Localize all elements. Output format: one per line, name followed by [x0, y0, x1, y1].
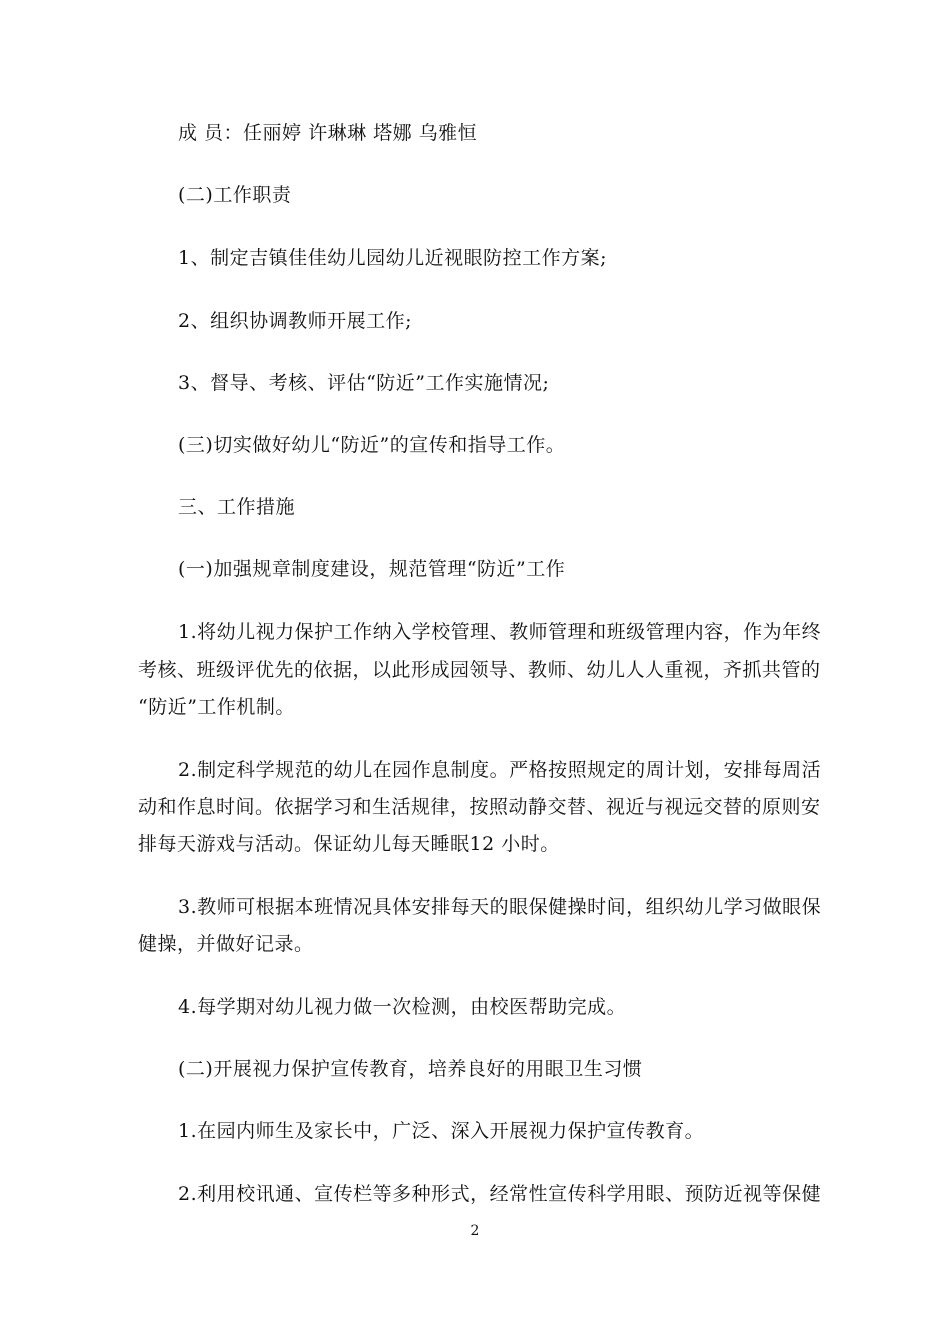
duty-item-2: 2、组织协调教师开展工作;	[178, 310, 412, 332]
page-number: 2	[470, 1223, 480, 1239]
duty-item-1: 1、制定吉镇佳佳幼儿园幼儿近视眼防控工作方案;	[178, 247, 607, 269]
duty-item-3: 3、督导、考核、评估“防近”工作实施情况;	[178, 372, 550, 394]
measure-2-line-2: 动和作息时间。依据学习和生活规律，按照动静交替、视近与视远交替的原则安	[138, 796, 821, 818]
subheading-regulations: (一)加强规章制度建设，规范管理“防近”工作	[178, 558, 566, 580]
measure-2-line-3: 排每天游戏与活动。保证幼儿每天睡眠12 小时。	[138, 833, 560, 855]
measure-1-line-3: “防近”工作机制。	[138, 696, 295, 718]
measure-3-line-2: 健操，并做好记录。	[138, 933, 314, 955]
education-item-1: 1.在园内师生及家长中，广泛、深入开展视力保护宣传教育。	[178, 1120, 705, 1142]
section-heading-duties: (二)工作职责	[178, 184, 292, 206]
measure-1-line-1: 1.将幼儿视力保护工作纳入学校管理、教师管理和班级管理内容，作为年终	[178, 621, 822, 643]
measure-1-line-2: 考核、班级评优先的依据，以此形成园领导、教师、幼儿人人重视，齐抓共管的	[138, 659, 821, 681]
education-item-2: 2.利用校讯通、宣传栏等多种形式，经常性宣传科学用眼、预防近视等保健	[178, 1183, 822, 1205]
subheading-education: (二)开展视力保护宣传教育，培养良好的用眼卫生习惯	[178, 1058, 643, 1080]
section-heading-publicity: (三)切实做好幼儿“防近”的宣传和指导工作。	[178, 434, 566, 456]
heading-work-measures: 三、工作措施	[178, 496, 296, 518]
measure-3-line-1: 3.教师可根据本班情况具体安排每天的眼保健操时间，组织幼儿学习做眼保	[178, 896, 822, 918]
measure-2-line-1: 2.制定科学规范的幼儿在园作息制度。严格按照规定的周计划，安排每周活	[178, 759, 822, 781]
members-line: 成 员：任丽婷 许琳琳 塔娜 乌雅恒	[178, 122, 478, 144]
measure-4: 4.每学期对幼儿视力做一次检测，由校医帮助完成。	[178, 996, 627, 1018]
